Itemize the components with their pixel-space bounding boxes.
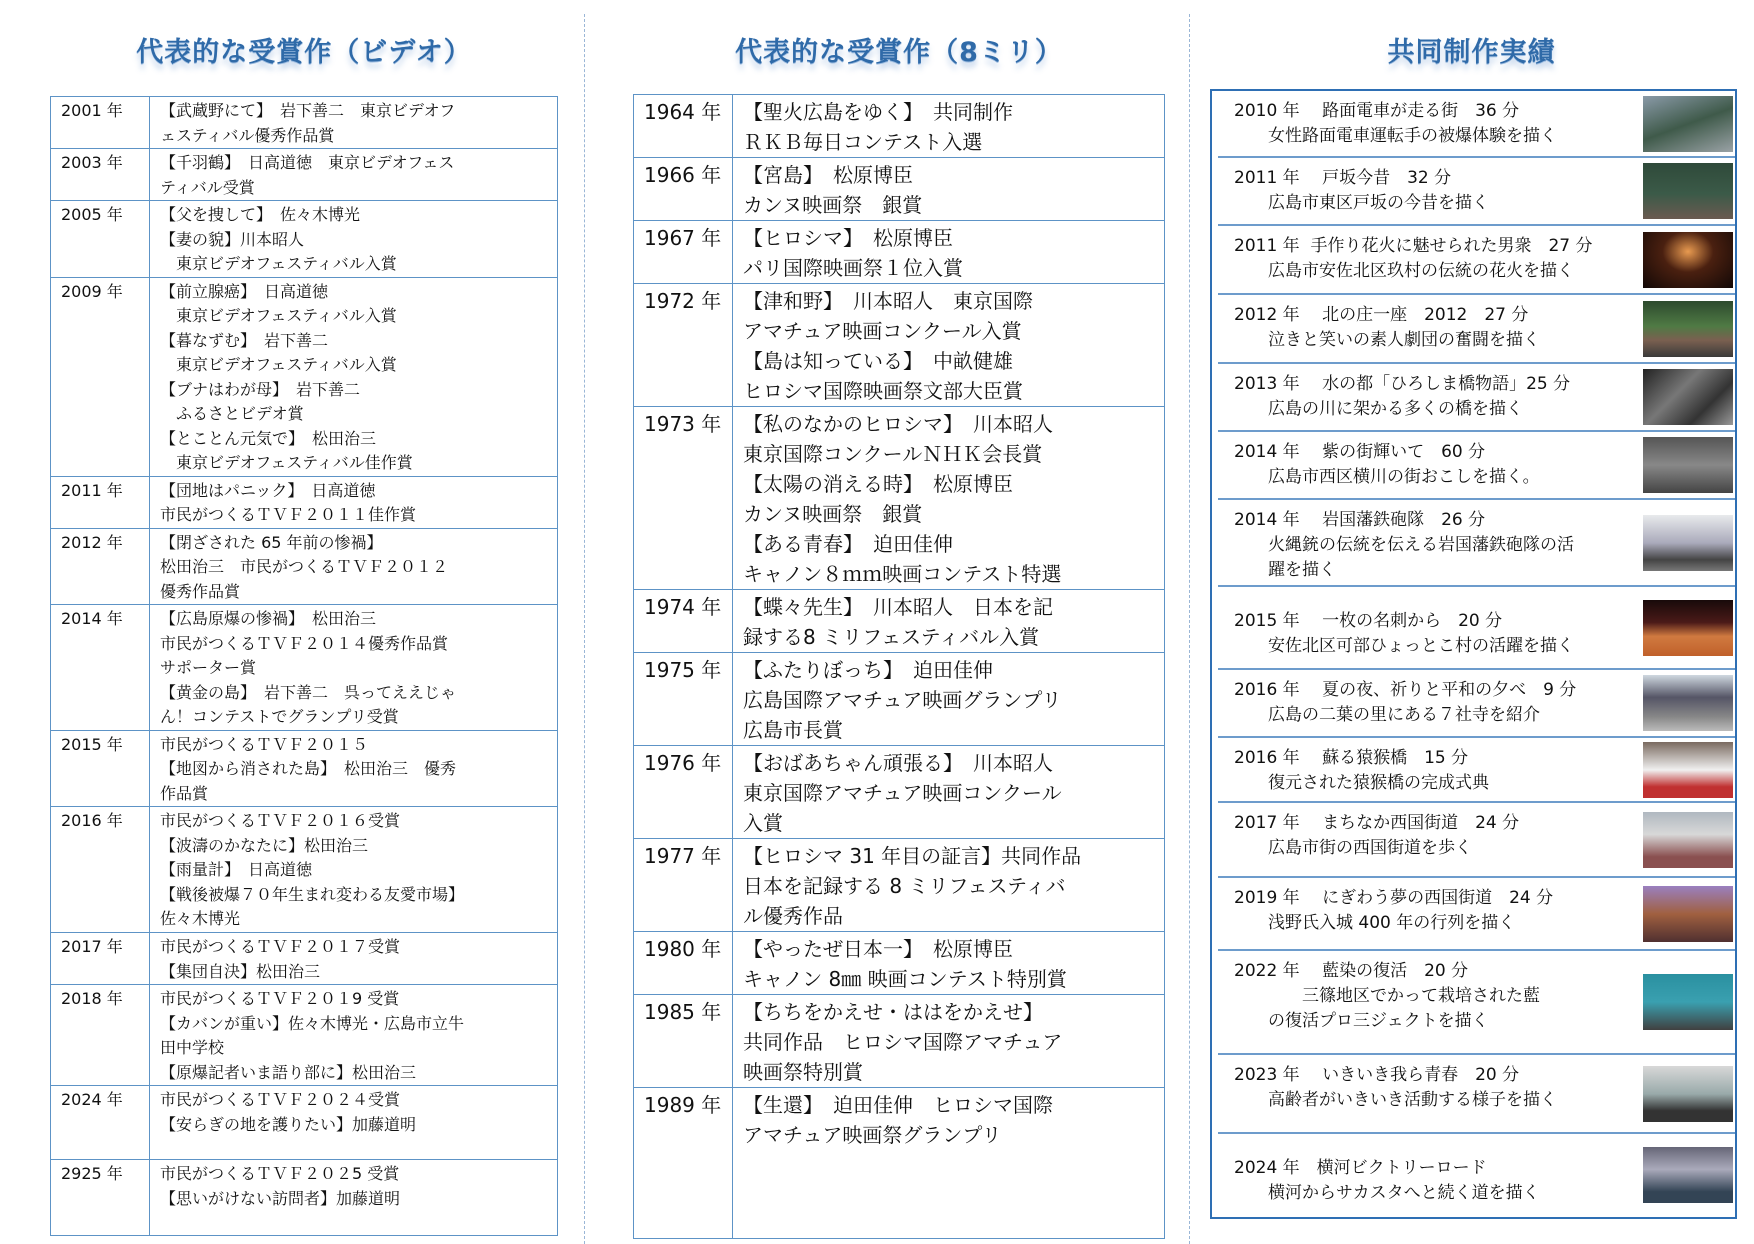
award-line: 【津和野】 川本昭人 東京国際	[743, 289, 1033, 313]
joint-work-text	[1234, 99, 1557, 149]
arcade-photo	[1643, 812, 1733, 868]
award-line: 【聖火広島をゆく】 共同制作	[743, 100, 1013, 124]
award-line: 映画祭特別賞	[743, 1060, 863, 1084]
award-line: 【ある青春】 迫田佳伸	[743, 532, 953, 556]
award-row	[51, 201, 558, 278]
award-line: 【地図から消された島】 松田治三 優秀	[160, 759, 457, 778]
award-line: 市民がつくるＴＶＦ２０１６受賞	[160, 811, 401, 830]
award-line: 広島市長賞	[743, 718, 843, 742]
award-year: 2016 年	[51, 807, 150, 933]
film-awards-table	[633, 94, 1165, 1239]
joint-work-line: 2022 年 藍染の復活 20 分	[1234, 961, 1469, 981]
award-row	[634, 590, 1165, 653]
award-line: 【戦後被爆７０年生まれ変わる友愛市場】	[160, 884, 465, 904]
award-line: 【黄金の島】 岩下善二 呉ってええじゃ	[160, 682, 457, 702]
award-description	[733, 95, 1165, 158]
joint-work-line: 浅野氏入城 400 年の行列を描く	[1234, 913, 1516, 933]
award-line: サポーター賞	[160, 658, 257, 677]
award-year: 1976 年	[634, 746, 733, 839]
award-year: 2005 年	[51, 201, 150, 278]
joint-work-line: 火縄銃の伝統を伝える岩国藩鉄砲隊の活	[1234, 535, 1574, 555]
award-year: 1975 年	[634, 653, 733, 746]
award-description	[733, 1088, 1165, 1239]
award-line: ェスティバル優秀作品賞	[160, 125, 335, 145]
award-line: 【原爆記者いま語り部に】松田治三	[160, 1062, 417, 1082]
award-line: 【父を捜して】 佐々木博光	[160, 205, 361, 224]
award-line: 入賞	[743, 811, 783, 835]
award-description	[150, 1086, 558, 1160]
award-row	[634, 653, 1165, 746]
award-row	[51, 1086, 558, 1160]
award-description	[733, 995, 1165, 1088]
joint-work-line: 復元された猿猴橋の完成式典	[1234, 773, 1489, 793]
award-line: 優秀作品賞	[160, 581, 241, 601]
award-line: 【島は知っている】 中畝健雄	[743, 349, 1013, 373]
award-year: 1973 年	[634, 407, 733, 590]
joint-work-line: 躍を描く	[1234, 560, 1336, 580]
indigo-students-photo	[1643, 974, 1733, 1030]
award-row	[51, 149, 558, 201]
award-line: 【とことん元気で】 松田治三	[160, 428, 377, 448]
joint-works-title: 共同制作実績	[1387, 37, 1556, 68]
award-description	[733, 590, 1165, 653]
award-row	[634, 158, 1165, 221]
award-row	[51, 933, 558, 985]
award-line: 【蝶々先生】 川本昭人 日本を記	[743, 595, 1053, 619]
joint-work-line: 2017 年 まちなか西国街道 24 分	[1234, 813, 1520, 833]
award-year: 2024 年	[51, 1086, 150, 1160]
joint-work-line: 広島市西区横川の街おこしを描く。	[1234, 467, 1540, 487]
award-row	[51, 476, 558, 528]
award-description	[733, 158, 1165, 221]
joint-work-item	[1218, 670, 1735, 738]
award-year: 1964 年	[634, 95, 733, 158]
joint-work-line: 2024 年 横河ビクトリーロード	[1234, 1158, 1487, 1178]
fireworks-photo	[1643, 232, 1733, 288]
joint-work-text	[1234, 811, 1519, 861]
award-year: 2018 年	[51, 985, 150, 1086]
dance-photo	[1643, 600, 1733, 656]
award-row	[51, 1160, 558, 1236]
award-row	[634, 995, 1165, 1088]
award-year: 2012 年	[51, 528, 150, 605]
award-line: パリ国際映画祭１位入賞	[743, 256, 963, 280]
award-year: 1974 年	[634, 590, 733, 653]
award-line: 【ヒロシマ】 松原博臣	[743, 226, 953, 250]
column-divider	[1189, 14, 1190, 1244]
joint-work-line: 安佐北区可部ひょっとこ村の活躍を描く	[1234, 636, 1574, 656]
award-year: 2017 年	[51, 933, 150, 985]
award-line: 録する8 ミリフェスティバル入賞	[743, 625, 1040, 649]
award-line: 【ちちをかえせ・ははをかえせ】	[743, 1000, 1043, 1024]
award-line: ル優秀作品	[743, 904, 843, 928]
joint-work-item	[1218, 91, 1735, 158]
award-line: 【私のなかのヒロシマ】 川本昭人	[743, 412, 1053, 436]
award-row	[634, 407, 1165, 590]
joint-work-item	[1218, 1055, 1735, 1134]
joint-work-item	[1218, 878, 1735, 951]
joint-work-line: の復活プロ三ジェクトを描く	[1234, 1011, 1489, 1031]
award-row	[634, 932, 1165, 995]
award-description	[150, 605, 558, 731]
joint-work-text	[1234, 440, 1540, 490]
award-line: 【おばあちゃん頑張る】 川本昭人	[743, 751, 1053, 775]
award-line: 東京ビデオフェスティバル入賞	[160, 355, 397, 374]
joint-work-line: 2019 年 にぎわう夢の西国街道 24 分	[1234, 888, 1554, 908]
award-line: 【前立腺癌】 日高道徳	[160, 281, 329, 301]
award-description	[733, 284, 1165, 407]
award-line: キャノン８ｍｍ映画コンテスト特選	[743, 562, 1062, 586]
award-line: キャノン 8㎜ 映画コンテスト特別賞	[743, 967, 1067, 991]
joint-work-line: 広島の二葉の里にある７社寺を紹介	[1234, 705, 1540, 725]
joint-work-line: 広島市街の西国街道を歩く	[1234, 838, 1472, 858]
joint-work-item	[1218, 803, 1735, 878]
award-line: 【雨量計】 日高道徳	[160, 860, 313, 879]
award-line: ふるさとビデオ賞	[160, 404, 304, 423]
joint-work-item	[1218, 158, 1735, 226]
joint-work-text	[1234, 746, 1489, 796]
joint-work-line: 2014 年 岩国藩鉄砲隊 26 分	[1234, 510, 1486, 530]
award-line: 【やったぜ日本一】 松原博臣	[743, 937, 1013, 961]
award-row	[51, 605, 558, 731]
award-line: 【ブナはわが母】 岩下善二	[160, 379, 361, 399]
award-row	[51, 807, 558, 933]
joint-work-line: 広島市東区戸坂の今昔を描く	[1234, 193, 1489, 213]
award-line: 共同作品 ヒロシマ国際アマチュア	[743, 1030, 1063, 1054]
award-description	[733, 839, 1165, 932]
procession-photo	[1643, 886, 1733, 942]
video-awards-table	[50, 96, 558, 1236]
joint-work-line: 広島市安佐北区玖村の伝統の花火を描く	[1234, 261, 1574, 281]
award-line: 【妻の貌】川本昭人	[160, 229, 305, 249]
joint-work-text	[1234, 508, 1574, 583]
joint-work-line: 2012 年 北の庄一座 2012 27 分	[1234, 305, 1529, 325]
joint-work-text	[1234, 959, 1540, 1034]
award-year: 2009 年	[51, 277, 150, 476]
award-line: 日本を記録する 8 ミリフェスティバ	[743, 874, 1066, 898]
award-description	[733, 653, 1165, 746]
joint-work-line: 2011 年 手作り花火に魅せられた男衆 27 分	[1234, 236, 1593, 256]
joint-work-text	[1234, 372, 1570, 422]
joint-work-item	[1218, 951, 1735, 1055]
award-row	[634, 839, 1165, 932]
award-line: 【暮なずむ】 岩下善二	[160, 330, 329, 350]
award-line: ん！コンテストでグランプリ受賞	[160, 707, 399, 726]
joint-work-line: 高齢者がいきいき活動する様子を描く	[1234, 1090, 1557, 1110]
award-row	[51, 277, 558, 476]
award-year: 2014 年	[51, 605, 150, 731]
joint-work-line: 横河からサカスタへと続く道を描く	[1234, 1183, 1540, 1203]
award-line: 【生還】 迫田佳伸 ヒロシマ国際	[743, 1093, 1053, 1117]
award-row	[51, 528, 558, 605]
award-line: アマチュア映画祭グランプリ	[743, 1123, 1002, 1147]
award-description	[150, 97, 558, 149]
award-line: カンヌ映画祭 銀賞	[743, 193, 923, 217]
bridge-title-photo	[1643, 369, 1733, 425]
film-awards-title: 代表的な受賞作（8ミリ）	[735, 37, 1063, 68]
award-line: 【思いがけない訪問者】加藤道明	[160, 1188, 401, 1208]
joint-work-text	[1234, 886, 1553, 936]
joint-work-line: 2023 年 いきいき我ら青春 20 分	[1234, 1065, 1520, 1085]
victory-road-photo	[1643, 1147, 1733, 1203]
award-year: 1980 年	[634, 932, 733, 995]
award-line: 東京国際アマチュア映画コンクール	[743, 781, 1062, 805]
joint-work-item	[1218, 1134, 1735, 1215]
joint-work-text	[1234, 678, 1576, 728]
award-line: 市民がつくるＴＶＦ２０１４優秀作品賞	[160, 633, 449, 653]
award-line: 市民がつくるＴＶＦ２０２5 受賞	[160, 1164, 400, 1183]
award-line: ＲＫＢ毎日コンテスト入選	[743, 130, 983, 154]
joint-work-text	[1234, 1156, 1540, 1206]
award-line: 東京ビデオフェスティバル入賞	[160, 306, 397, 325]
joint-work-line: 広島の川に架かる多くの橋を描く	[1234, 399, 1523, 419]
award-description	[150, 528, 558, 605]
award-description	[733, 932, 1165, 995]
award-description	[150, 807, 558, 933]
award-description	[150, 933, 558, 985]
joint-work-line: 2011 年 戸坂今昔 32 分	[1234, 168, 1452, 188]
stage-play-photo	[1643, 301, 1733, 357]
award-year: 2003 年	[51, 149, 150, 201]
joint-work-item	[1218, 738, 1735, 803]
joint-work-line: 2010 年 路面電車が走る街 36 分	[1234, 101, 1520, 121]
award-line: 作品賞	[160, 783, 209, 803]
award-line: 広島国際アマチュア映画グランプリ	[743, 688, 1062, 712]
joint-work-text	[1234, 609, 1574, 659]
joint-works-list	[1210, 89, 1737, 1219]
award-line: アマチュア映画コンクール入賞	[743, 319, 1022, 343]
joint-work-line: 女性路面電車運転手の被爆体験を描く	[1234, 126, 1557, 146]
award-line: 【武蔵野にて】 岩下善二 東京ビデオフ	[160, 101, 456, 120]
award-line: 【広島原爆の惨禍】 松田治三	[160, 609, 377, 628]
award-row	[634, 221, 1165, 284]
award-line: 市民がつくるＴＶＦ２０１9 受賞	[160, 989, 400, 1008]
old-town-photo	[1643, 437, 1733, 493]
joint-work-item	[1218, 500, 1735, 587]
award-description	[150, 985, 558, 1086]
joint-work-text	[1234, 303, 1540, 353]
award-row	[51, 730, 558, 807]
award-line: ヒロシマ国際映画祭文部大臣賞	[743, 379, 1023, 403]
award-row	[51, 97, 558, 149]
award-line: 東京ビデオフェスティバル入賞	[160, 254, 397, 273]
award-description	[150, 277, 558, 476]
award-year: 1966 年	[634, 158, 733, 221]
award-description	[150, 1160, 558, 1236]
award-description	[733, 746, 1165, 839]
award-description	[150, 149, 558, 201]
award-line: 田中学校	[160, 1038, 225, 1057]
award-line: 市民がつくるＴＶＦ２０２４受賞	[160, 1090, 401, 1109]
award-line: 【安らぎの地を護りたい】加藤道明	[160, 1114, 417, 1134]
award-year: 2001 年	[51, 97, 150, 149]
joint-work-text	[1234, 234, 1593, 284]
award-row	[634, 1088, 1165, 1239]
classroom-photo	[1643, 163, 1733, 219]
award-line: 市民がつくるＴＶＦ２０１７受賞	[160, 937, 401, 956]
joint-work-line: 三篠地区でかって栽培された藍	[1234, 986, 1540, 1006]
temple-gate-photo	[1643, 675, 1733, 731]
ceremony-photo	[1643, 742, 1733, 798]
award-year: 1989 年	[634, 1088, 733, 1239]
award-line: 【団地はパニック】 日高道徳	[160, 480, 376, 500]
joint-work-line: 2014 年 紫の街輝いて 60 分	[1234, 442, 1486, 462]
award-line: 【太陽の消える時】 松原博臣	[743, 472, 1013, 496]
joint-work-item	[1218, 226, 1735, 295]
award-year: 1985 年	[634, 995, 733, 1088]
award-line: 【波濤のかなたに】松田治三	[160, 835, 369, 855]
joint-work-item	[1218, 587, 1735, 670]
award-description	[150, 730, 558, 807]
award-year: 2015 年	[51, 730, 150, 807]
award-line: 【ヒロシマ 31 年目の証言】共同作品	[743, 844, 1082, 868]
award-line: 東京ビデオフェスティバル佳作賞	[160, 453, 413, 472]
award-line: ティバル受賞	[160, 177, 255, 197]
award-line: 【集団自決】松田治三	[160, 961, 321, 981]
award-row	[634, 746, 1165, 839]
award-line: 市民がつくるＴＶＦ２０１５	[160, 734, 369, 754]
joint-work-item	[1218, 295, 1735, 364]
award-line: 【千羽鶴】 日高道徳 東京ビデオフェス	[160, 153, 455, 172]
award-line: 【宮島】 松原博臣	[743, 163, 913, 187]
award-line: 市民がつくるＴＶＦ２０１１佳作賞	[160, 505, 417, 524]
award-description	[150, 476, 558, 528]
joint-work-text	[1234, 1063, 1557, 1113]
award-line: カンヌ映画祭 銀賞	[743, 502, 923, 526]
seniors-photo	[1643, 1066, 1733, 1122]
joint-work-line: 泣きと笑いの素人劇団の奮闘を描く	[1234, 330, 1540, 350]
award-line: 松田治三 市民がつくるＴＶＦ２０１２	[160, 557, 449, 576]
award-line: 【カバンが重い】佐々木博光・広島市立牛	[160, 1013, 465, 1033]
award-year: 1967 年	[634, 221, 733, 284]
award-line: 佐々木博光	[160, 909, 241, 928]
award-year: 2011 年	[51, 476, 150, 528]
joint-work-line: 2013 年 水の都「ひろしま橋物語」25 分	[1234, 374, 1571, 394]
matchlock-photo	[1643, 515, 1733, 571]
award-description	[150, 201, 558, 278]
award-row	[634, 284, 1165, 407]
joint-work-line: 2016 年 蘇る猿猴橋 15 分	[1234, 748, 1469, 768]
award-year: 2925 年	[51, 1160, 150, 1236]
joint-work-line: 2015 年 一枚の名刺から 20 分	[1234, 611, 1503, 631]
award-line: 【ふたりぼっち】 迫田佳伸	[743, 658, 993, 682]
joint-work-text	[1234, 166, 1489, 216]
award-description	[733, 221, 1165, 284]
video-awards-title: 代表的な受賞作（ビデオ）	[136, 37, 472, 68]
award-row	[634, 95, 1165, 158]
award-line: 【閉ざされた 65 年前の惨禍】	[160, 532, 383, 552]
column-divider	[584, 14, 585, 1244]
award-description	[733, 407, 1165, 590]
award-year: 1972 年	[634, 284, 733, 407]
award-line: 東京国際コンクールＮＨＫ会長賞	[743, 442, 1043, 466]
joint-work-item	[1218, 364, 1735, 432]
award-row	[51, 985, 558, 1086]
joint-work-line: 2016 年 夏の夜、祈りと平和の夕べ 9 分	[1234, 680, 1577, 700]
award-year: 1977 年	[634, 839, 733, 932]
joint-work-item	[1218, 432, 1735, 500]
streetcar-photo	[1643, 96, 1733, 152]
